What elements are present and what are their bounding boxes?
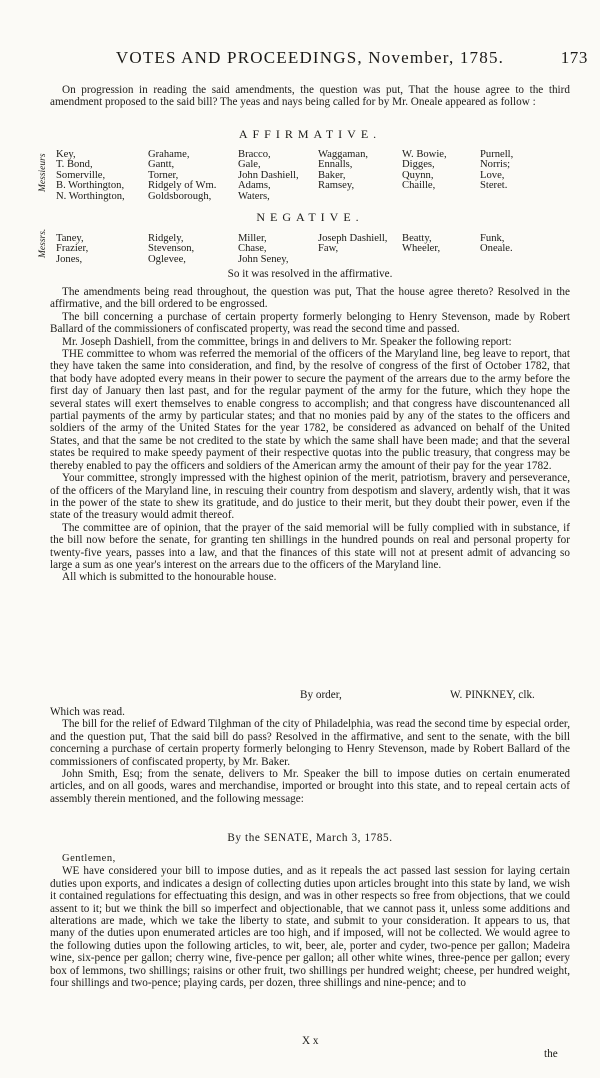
senate-heading: By the SENATE, March 3, 1785. — [227, 832, 393, 844]
negative-heading: NEGATIVE. — [256, 210, 364, 224]
affirmative-col-6: Purnell, Norris; Love, Steret. — [480, 149, 514, 192]
report-paragraph-3: The committee are of opinion, that the prayer of the said memorial will be fully complied with in substance, if the bill now before the senate, for granting ten shillings in the hundred pounds on real and personal property for twenty-five years, passes into a law, and that the finances of this state will not at present admit of advancing so large a sum as one year's interest on the arrears due to the officers of the Maryland line. — [50, 521, 570, 571]
negative-col-3: Miller, Chase, John Seney, — [238, 233, 289, 265]
clerk-signature: W. PINKNEY, clk. — [450, 689, 535, 701]
intro-paragraph: On progression in reading the said amendments, the question was put, That the house agree to the third amendment proposed to the said bill? The yeas and nays being called for by Mr. Oneale appeared as follow : — [50, 84, 570, 109]
negative-side-label: Messrs. — [38, 228, 48, 258]
negative-col-6: Funk, Oneale. — [480, 233, 513, 255]
dashiell-paragraph: Mr. Joseph Dashiell, from the committee, brings in and delivers to Mr. Speaker the following report: — [62, 335, 512, 348]
negative-col-4: Joseph Dashiell, Faw, — [318, 233, 388, 255]
page-header — [50, 48, 588, 68]
message-body: WE have considered your bill to impose duties, and as it repeals the act passed last session for laying certain duties upon exports, and indicates a design of collecting duties upon articles brought into this state by land, we wish it contained regulations for effectuating this design, and was in other respects so free from objections, that we could assent to it; but we think the bill so imperfect and objectionable, that we cannot pass it, unless some additions and alterations are made, which we take the liberty to state, and submit to your consideration. It appears to us, that many of the duties upon enumerated articles are too high, and if imposed, will not be collected. We would agree to the following duties upon the following articles, to wit, beer, ale, porter and cyder, two-pence per gallon; Madeira wine, six-pence per gallon; cherry wine, five-pence per gallon; all other white wines, three-pence per gallon; every box of lemmons, two shillings; raisins or other fruit, two shillings per hundred weight; cheese, per hundred weight, four shillings and two-pence; playing cards, per dozen, three shillings and nine-pence; and to — [50, 865, 570, 990]
by-order: By order, — [300, 689, 342, 701]
affirmative-col-1: Key, T. Bond, Somerville, B. Worthington, N. Worthington, — [56, 149, 125, 202]
later-proceedings — [50, 706, 570, 805]
salutation: Gentlemen, — [62, 853, 116, 864]
affirmative-col-2: Grahame, Gantt, Torner, Ridgely of Wm. Goldsborough, — [148, 149, 217, 202]
affirmative-side-label: Messieurs — [38, 153, 48, 192]
affirmative-col-3: Bracco, Gale, John Dashiell, Adams, Waters, — [238, 149, 299, 202]
affirmative-col-5: W. Bowie, Digges, Quynn, Chaille, — [402, 149, 447, 192]
which-read-line: Which was read. — [50, 706, 125, 718]
report-paragraph-2: Your committee, strongly impressed with the highest opinion of the merit, patriotism, bravery and perseverance, of the officers of the Maryland line, in rescuing their country from despotism and slavery, ardently wish, that it was in the power of the state to shew its gratitude, and do justice to their merit, but they doubt their power, even if the state of the treasury would admit thereof. — [50, 472, 570, 522]
stevenson-bill-paragraph: The bill concerning a purchase of certain property formerly belonging to Henry Stevenson, made by Robert Ballard of the commissioners of confiscated property, was read the second time and passed. — [50, 310, 570, 336]
catchword: the — [544, 1048, 558, 1060]
resolved-affirmative-line: So it was resolved in the affirmative. — [227, 268, 393, 280]
report-paragraph-1: THE committee to whom was referred the memorial of the officers of the Maryland line, beg leave to report, that they have taken the same into consideration, and find, by the resolve of congress of the first of October 1782, that that body have adopted every means in their power to secure the payment of the arrears due to the army before the first day of January then last past, and for the regular payment of the army for the future, which they hope the several states will exert themselves to enable congress to accomplish; and that congress have discountenanced all partial payments of the army by particular states; and that no monies paid by any of the states to the officers and soldiers of the army of the United States for the year 1782, be considered as advanced on behalf of the United States, and that the same be not credited to the state by which the same shall have been made; and that the several states be required to make speedy payment of their respective quotas into the public treasury, that congress may be thereby enabled to pay the officers and soldiers of the American army the amount of their pay for the year 1782. — [50, 348, 570, 472]
negative-col-5: Beatty, Wheeler, — [402, 233, 441, 255]
signature-mark: X x — [302, 1035, 319, 1047]
smith-paragraph: John Smith, Esq; from the senate, delivers to Mr. Speaker the bill to impose duties on certain enumerated articles, and on all goods, wares and merchandise, imported or brought into this state, and to repeal certain acts of assembly therein mentioned, and the following message: — [50, 768, 570, 805]
affirmative-heading: AFFIRMATIVE. — [238, 127, 382, 141]
negative-col-2: Ridgely, Stevenson, Oglevee, — [148, 233, 195, 265]
proceedings-block — [50, 286, 570, 584]
amendments-paragraph: The amendments being read throughout, the question was put, That the house agree thereto? Resolved in the affirmative, and the bill ordered to be engrossed. — [50, 286, 570, 311]
affirmative-col-4: Waggaman, Ennalls, Baker, Ramsey, — [318, 149, 369, 192]
tilghman-paragraph: The bill for the relief of Edward Tilghman of the city of Philadelphia, was read the second time by especial order, and the question put, That the said bill do pass? Resolved in the affirmative, and sent to the senate, with the bill concerning a purchase of certain property formerly belonging to Henry Stevenson, made by Robert Ballard of the commissioners of confiscated property, by Mr. Baker. — [50, 718, 570, 768]
senate-message — [50, 853, 570, 989]
report-paragraph-4: All which is submitted to the honourable house. — [62, 571, 277, 584]
header-title: VOTES AND PROCEEDINGS, November, 1785. — [115, 48, 505, 67]
negative-col-1: Taney, Frazier, Jones, — [56, 233, 89, 265]
page-number: 173 — [560, 48, 588, 67]
